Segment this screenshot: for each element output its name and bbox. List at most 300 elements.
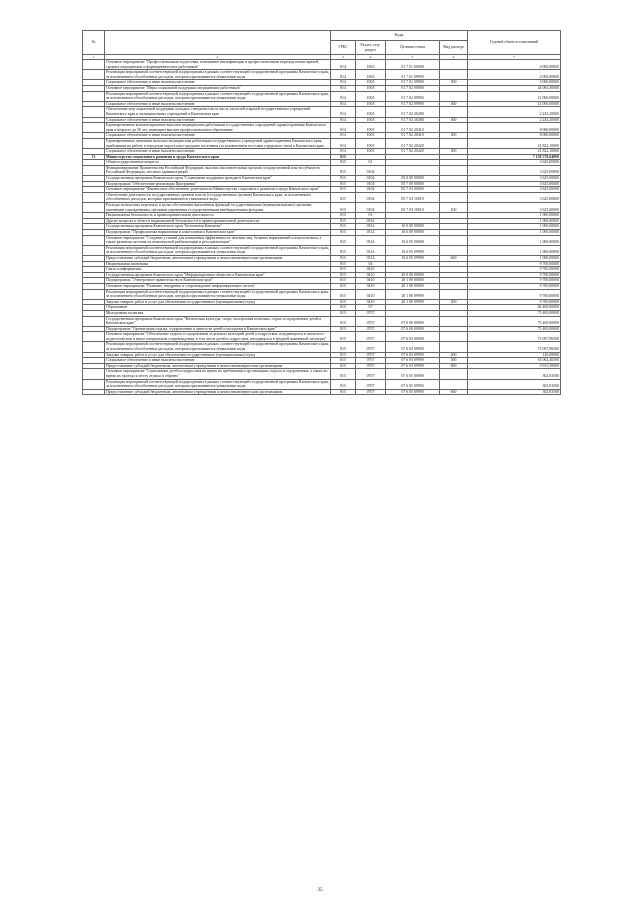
row-razdel-cell: 0104: [356, 203, 386, 213]
row-name-cell: Социальное обеспечение и иные выплаты населению: [105, 358, 331, 364]
row-razdel-cell: 0707: [356, 342, 386, 352]
row-name-cell: Министерство социального развития и труда Камчатского края: [105, 154, 331, 160]
row-razdel-cell: 1003: [356, 60, 386, 70]
row-number-cell: [83, 332, 105, 342]
row-name-cell: Подпрограмма "Организация отдыха, оздоровления и занятости детей и молодежи в Камчатском крае": [105, 326, 331, 332]
page-number: 35: [317, 888, 323, 893]
row-grbs-cell: 814: [331, 60, 356, 70]
table-row: [83, 165, 561, 175]
row-number-cell: [83, 192, 105, 202]
row-vr-cell: [440, 165, 468, 175]
row-grbs-cell: 815: [331, 358, 356, 364]
row-amount-cell: 302,03500: [468, 369, 561, 379]
codes-group-header: Коды: [331, 31, 468, 41]
row-amount-cell: 3 625,00000: [468, 187, 561, 193]
row-cs-cell: 16 0 00 00000: [386, 224, 440, 230]
row-grbs-cell: 815: [331, 352, 356, 358]
row-vr-cell: 300: [440, 117, 468, 123]
row-grbs-cell: 815: [331, 176, 356, 182]
table-row: [83, 107, 561, 117]
row-name-cell: Подпрограмма "Обеспечение реализации Программы": [105, 181, 331, 187]
row-cs-cell: 07 6 03 09990: [386, 363, 440, 369]
row-name-cell: Общегосударственные вопросы: [105, 160, 331, 166]
row-number-cell: [83, 203, 105, 213]
row-cs-cell: 20 1 00 00000: [386, 278, 440, 284]
row-number-cell: [83, 235, 105, 245]
row-name-cell: Основное мероприятие "Финансовое обеспечение деятельности Министерства социального развития и труда Камчатского края": [105, 187, 331, 193]
row-amount-cell: 1 000,00000: [468, 230, 561, 236]
row-grbs-cell: 815: [331, 283, 356, 289]
row-name-cell: Социальное обеспечение и иные выплаты населению: [105, 149, 331, 155]
row-name-cell: Реализация мероприятий соответствующей подпрограммы в рамках соответствующей государственной программы Камчатского края, за исключением обособленных расходов, которым присваиваются уникальные коды: [106, 289, 329, 299]
row-cs-cell: 20 1 06 09990: [386, 299, 440, 305]
row-grbs-cell: 815: [331, 187, 356, 193]
row-amount-cell: 73 400,00000: [468, 316, 561, 326]
row-razdel-cell: 0314: [356, 224, 386, 230]
row-name-cell: Подпрограмма "Профилактика наркомании и алкоголизма в Камчатском крае": [105, 230, 331, 236]
row-cs-cell: 20 1 06 00000: [386, 283, 440, 289]
row-amount-cell: 3 625,00000: [468, 203, 561, 213]
row-vr-cell: [440, 379, 468, 389]
row-cs-cell: 01 7 02 09990: [386, 91, 440, 101]
row-grbs-cell: 815: [331, 299, 356, 305]
row-cs-cell: 01 7 01 00000: [386, 60, 440, 70]
row-amount-cell: 73 097,96500: [468, 342, 561, 352]
row-amount-cell: 8 000,00000: [468, 133, 561, 139]
row-grbs-cell: 815: [331, 235, 356, 245]
row-name-cell: Молодежная политика: [105, 310, 331, 316]
row-grbs-cell: 815: [331, 305, 356, 311]
row-razdel-cell: 0104: [356, 192, 386, 202]
row-grbs-cell: 815: [331, 379, 356, 389]
row-razdel-cell: 0314: [356, 235, 386, 245]
row-grbs-cell: 815: [331, 192, 356, 202]
row-cs-cell: 01 7 02 20280: [386, 117, 440, 123]
row-vr-cell: 200: [440, 352, 468, 358]
table-row: [83, 123, 561, 133]
row-grbs-cell: 815: [331, 165, 356, 175]
row-grbs-cell: 814: [331, 85, 356, 91]
table-row: [83, 369, 561, 379]
table-row: [83, 70, 561, 80]
row-name-cell: Другие вопросы в области национальной безопасности и правоохранительной деятельности: [105, 218, 331, 224]
table-row: [83, 245, 561, 255]
row-number-cell: [83, 245, 105, 255]
row-amount-cell: 9 700,00000: [468, 283, 561, 289]
row-razdel-cell: 1003: [356, 101, 386, 107]
row-cs-cell: 16 6 05 09990: [386, 245, 440, 255]
row-vr-cell: 300: [440, 133, 468, 139]
row-vr-cell: [440, 245, 468, 255]
row-razdel-cell: 1003: [356, 138, 386, 148]
row-number-cell: [83, 91, 105, 101]
table-row: [83, 138, 561, 148]
row-grbs-cell: 815: [331, 342, 356, 352]
row-vr-cell: [440, 91, 468, 101]
row-amount-cell: 9 700,00000: [468, 261, 561, 267]
table-row: [83, 379, 561, 389]
row-cs-cell: 05 7 03 00000: [386, 187, 440, 193]
row-name-cell: Реализация мероприятий соответствующей подпрограммы в рамках соответствующей государственной программы Камчатского края, за исключением обособленных расходов, которым присваиваются уникальные коды: [106, 245, 329, 255]
row-grbs-cell: 815: [331, 332, 356, 342]
row-razdel-cell: 01: [356, 160, 386, 166]
row-razdel-cell: 1003: [356, 80, 386, 86]
row-razdel-cell: 1003: [356, 123, 386, 133]
row-name-cell: Социальное обеспечение и иные выплаты населению: [105, 101, 331, 107]
row-cs-cell: 16 6 05 09990: [386, 255, 440, 261]
row-razdel-cell: 0104: [356, 176, 386, 182]
row-vr-cell: 100: [440, 203, 468, 213]
row-grbs-cell: 814: [331, 117, 356, 123]
row-number-cell: [83, 165, 105, 175]
row-cs-cell: 01 7 01 09990: [386, 80, 440, 86]
row-grbs-cell: 815: [331, 316, 356, 326]
row-amount-cell: 44 065,30000: [468, 85, 561, 91]
row-grbs-cell: 814: [331, 107, 356, 117]
row-cs-cell: 01 7 02 20420: [386, 149, 440, 155]
row-amount-cell: 1 000,00000: [468, 218, 561, 224]
row-grbs-cell: 815: [331, 160, 356, 166]
col-grbs-header: ГРБС: [331, 41, 356, 55]
row-grbs-cell: 815: [331, 369, 356, 379]
budget-table-sheet: [82, 30, 560, 395]
row-amount-cell: 73 097,96500: [468, 332, 561, 342]
row-cs-cell: 07 6 05 09990: [386, 389, 440, 395]
row-razdel-cell: 0707: [356, 326, 386, 332]
row-amount-cell: 2 243,20000: [468, 117, 561, 123]
row-number-cell: 13: [83, 154, 105, 160]
row-vr-cell: [440, 289, 468, 299]
row-vr-cell: [440, 332, 468, 342]
row-razdel-cell: 04: [356, 261, 386, 267]
row-cs-cell: 20 0 00 00000: [386, 272, 440, 278]
row-vr-cell: 300: [440, 358, 468, 364]
row-grbs-cell: 814: [331, 80, 356, 86]
row-razdel-cell: 0104: [356, 165, 386, 175]
row-name-cell: Основное мероприятие "Развитие, внедрение и сопровождение информационных систем": [105, 283, 331, 289]
row-amount-cell: 4 000,00000: [468, 60, 561, 70]
row-cs-cell: 16 6 00 00000: [386, 230, 440, 236]
row-amount-cell: 4 000,00000: [468, 80, 561, 86]
row-razdel-cell: 0707: [356, 363, 386, 369]
row-vr-cell: 600: [440, 389, 468, 395]
row-cs-cell: 07 0 00 00000: [386, 316, 440, 326]
table-row: [83, 235, 561, 245]
row-grbs-cell: 815: [331, 154, 356, 160]
row-cs-cell: 01 7 02 00000: [386, 85, 440, 91]
row-razdel-cell: 0314: [356, 218, 386, 224]
row-vr-cell: [440, 107, 468, 117]
row-vr-cell: 600: [440, 363, 468, 369]
row-razdel-cell: 0314: [356, 230, 386, 236]
row-vr-cell: [440, 369, 468, 379]
row-name-cell: Основное мероприятие "Создание условий для повышения эффективности лечения лиц, больных наркоманией и алкоголизмом, а также развития системы их комплексной реабилитации и ресоциализации": [105, 235, 331, 245]
row-amount-cell: 3 625,00000: [468, 176, 561, 182]
row-grbs-cell: 814: [331, 101, 356, 107]
row-name-cell: Единовременные компенсационные выплаты медицинским работникам государственных учреждений здравоохранения Камчатского края в возрасте до 50 лет, имеющим высшее профессиональное образование: [105, 123, 331, 133]
row-cs-cell: 05 0 00 00000: [386, 176, 440, 182]
row-cs-cell: [386, 165, 440, 175]
row-name-cell: Подпрограмма "Электронное правительство в Камчатском крае": [105, 278, 331, 284]
col-name-header: [105, 31, 331, 55]
row-cs-cell: 07 6 05 09990: [386, 379, 440, 389]
row-cs-cell: 20 1 06 09990: [386, 289, 440, 299]
row-grbs-cell: 815: [331, 267, 356, 273]
col-num-header: №: [83, 31, 105, 55]
row-grbs-cell: 815: [331, 261, 356, 267]
row-vr-cell: 600: [440, 255, 468, 261]
table-row: [83, 316, 561, 326]
row-cs-cell: 01 7 02 20410: [386, 123, 440, 133]
row-grbs-cell: 815: [331, 326, 356, 332]
row-vr-cell: [440, 123, 468, 133]
column-index-cell: 2: [105, 55, 331, 60]
row-amount-cell: 1 000,00000: [468, 235, 561, 245]
row-razdel-cell: 0707: [356, 332, 386, 342]
row-vr-cell: [440, 342, 468, 352]
column-index-cell: 7: [468, 55, 561, 60]
table-row: [83, 332, 561, 342]
row-grbs-cell: 815: [331, 245, 356, 255]
budget-table-body: [83, 60, 561, 395]
row-name-cell: Социальное обеспечение и иные выплаты населению: [105, 133, 331, 139]
row-cs-cell: 01 7 02 20280: [386, 107, 440, 117]
col-amount-header: Годовой объем ассигнований: [468, 31, 561, 55]
row-razdel-cell: 0410: [356, 299, 386, 305]
col-razdel-header: Раздел, под-раздел: [356, 41, 386, 55]
row-vr-cell: [440, 70, 468, 80]
row-grbs-cell: 815: [331, 255, 356, 261]
row-cs-cell: 01 7 02 20410: [386, 133, 440, 139]
col-cs-header: Целевая статья: [386, 41, 440, 55]
row-razdel-cell: 07: [356, 305, 386, 311]
row-number-cell: [83, 60, 105, 70]
row-grbs-cell: 814: [331, 91, 356, 101]
row-name-cell: Предоставление субсидий бюджетным, автономным учреждениям и иным некоммерческим организациям: [105, 363, 331, 369]
row-cs-cell: 07 6 03 09990: [386, 342, 440, 352]
row-amount-cell: 12 000,00000: [468, 101, 561, 107]
row-razdel-cell: 0314: [356, 245, 386, 255]
row-grbs-cell: 815: [331, 218, 356, 224]
table-row: [83, 342, 561, 352]
row-name-cell: Основное мероприятие "Обеспечение отдыха и оздоровления отдельных категорий детей и подростков, нуждающихся в психолого-педагогическом и ином специальном сопровождении, в том числе детей и подростков, находящихся в трудной жизненной ситуации": [105, 332, 331, 342]
row-vr-cell: 200: [440, 299, 468, 305]
row-cs-cell: 01 7 01 09990: [386, 70, 440, 80]
row-amount-cell: 9 700,00000: [468, 272, 561, 278]
row-razdel-cell: 0314: [356, 255, 386, 261]
row-cs-cell: 07 6 03 00000: [386, 332, 440, 342]
row-amount-cell: 3 625,00000: [468, 192, 561, 202]
row-grbs-cell: 815: [331, 224, 356, 230]
row-razdel-cell: 0410: [356, 289, 386, 299]
row-name-cell: Предоставление субсидий бюджетным, автономным учреждениям и иным некоммерческим организациям: [105, 389, 331, 395]
table-row: [83, 389, 561, 395]
row-grbs-cell: 815: [331, 203, 356, 213]
row-amount-cell: 9 700,00000: [468, 289, 561, 299]
row-amount-cell: 302,03500: [468, 379, 561, 389]
row-name-cell: Государственная программа Камчатского края "Физическая культура, спорт, молодежная политика, отдых и оздоровление детей в Камчатском крае": [105, 316, 331, 326]
table-row: [83, 203, 561, 213]
row-number-cell: [83, 379, 105, 389]
row-grbs-cell: 814: [331, 123, 356, 133]
row-name-cell: Основное мероприятие "Профессиональная подготовка, повышение квалификации и профессиональная переподготовка врачей, средних медицинских и фармацевтических работников": [105, 60, 331, 70]
row-number-cell: [83, 138, 105, 148]
row-name-cell: Закупка товаров, работ и услуг для обеспечения государственных (муниципальных) нужд: [105, 352, 331, 358]
col-vr-header: Вид расхода: [440, 41, 468, 55]
column-index-cell: 1: [83, 55, 105, 60]
row-name-cell: Основное мероприятие "Меры социальной поддержки медицинских работников": [105, 85, 331, 91]
row-grbs-cell: 815: [331, 278, 356, 284]
row-name-cell: Национальная экономика: [105, 261, 331, 267]
row-name-cell: Связь и информатика: [105, 267, 331, 273]
row-name-cell: Социальное обеспечение и иные выплаты населению: [105, 117, 331, 123]
row-amount-cell: 9 700,00000: [468, 278, 561, 284]
row-razdel-cell: 1003: [356, 107, 386, 117]
row-razdel-cell: 0707: [356, 379, 386, 389]
row-razdel-cell: 1003: [356, 133, 386, 139]
row-name-cell: Обеспечение мер социальной поддержки молодых специалистов из числа учителей и врачей государственных учреждений Камчатского края и муниципальных учреждений в Камчатском крае: [105, 107, 331, 117]
row-amount-cell: 84 400,00000: [468, 305, 561, 311]
row-grbs-cell: 815: [331, 363, 356, 369]
row-grbs-cell: 815: [331, 389, 356, 395]
row-cs-cell: 07 6 05 00000: [386, 369, 440, 379]
row-vr-cell: [440, 235, 468, 245]
row-name-cell: Реализация мероприятий соответствующей подпрограммы в рамках соответствующей государственной программы Камчатского края, за исключением обособленных расходов, которым присваиваются уникальные коды: [106, 379, 329, 389]
row-grbs-cell: 815: [331, 310, 356, 316]
row-amount-cell: 12 000,00000: [468, 91, 561, 101]
row-amount-cell: 21 822,10000: [468, 138, 561, 148]
row-name-cell: Единовременные денежные выплаты медицинским работникам государственных учреждений здравоохранения Камчатского края, прибывшим на работу в городские округа или городские поселения (за исключением поселков городского типа) в Камчатском крае: [105, 138, 331, 148]
row-vr-cell: [440, 192, 468, 202]
table-row: [83, 192, 561, 202]
row-name-cell: Образование: [105, 305, 331, 311]
row-name-cell: Предоставление субсидий бюджетным, автономным учреждениям и иным некоммерческим организациям: [105, 255, 331, 261]
row-razdel-cell: 0707: [356, 352, 386, 358]
row-grbs-cell: 815: [331, 272, 356, 278]
row-amount-cell: 9 915,50000: [468, 363, 561, 369]
row-name-cell: Реализация мероприятий соответствующей подпрограммы в рамках соответствующей государственной программы Камчатского края, за исключением обособленных расходов, которым присваиваются уникальные коды: [106, 342, 329, 352]
row-amount-cell: 21 822,10000: [468, 149, 561, 155]
row-amount-cell: 73 400,00000: [468, 326, 561, 332]
row-razdel-cell: 1003: [356, 91, 386, 101]
row-name-cell: Реализация мероприятий соответствующей подпрограммы в рамках соответствующей государственной программы Камчатского края, за исключением обособленных расходов, которым присваиваются уникальные коды: [106, 91, 329, 101]
row-vr-cell: 300: [440, 149, 468, 155]
row-amount-cell: 1 000,00000: [468, 245, 561, 255]
row-razdel-cell: 1003: [356, 70, 386, 80]
row-grbs-cell: 814: [331, 133, 356, 139]
row-name-cell: Основное мероприятие "Страхование детей и подростков во время их пребывания в организациях отдыха и оздоровления, а также во время их проезда к месту отдыха и обратно": [105, 369, 331, 379]
row-number-cell: [83, 107, 105, 117]
row-razdel-cell: 0707: [356, 316, 386, 326]
row-grbs-cell: 814: [331, 138, 356, 148]
row-number-cell: [83, 389, 105, 395]
row-name-cell: Обеспечение деятельности государственных органов власти (государственных органов) Камчатского края, за исключением обособленных расходов, которым присваиваются уникальные коды: [105, 192, 331, 202]
row-cs-cell: 07 6 03 09990: [386, 358, 440, 364]
row-razdel-cell: 0410: [356, 278, 386, 284]
row-razdel-cell: 1003: [356, 149, 386, 155]
row-amount-cell: 9 700,00000: [468, 299, 561, 305]
column-index-cell: 5: [386, 55, 440, 60]
row-name-cell: Расходы на выплаты персоналу в целях обеспечения выполнения функций государственными (муниципальными) органами, казенными учреждениями, органами управления государственными внебюджетными фондами: [105, 203, 331, 213]
row-name-cell: Национальная безопасность и правоохранительная деятельность: [105, 213, 331, 219]
row-razdel-cell: 0707: [356, 389, 386, 395]
row-razdel-cell: 0707: [356, 369, 386, 379]
table-row: [83, 60, 561, 70]
row-amount-cell: 7 158 578,04000: [468, 154, 561, 160]
row-razdel-cell: 0707: [356, 310, 386, 316]
row-razdel-cell: 1003: [356, 117, 386, 123]
row-name-cell: Функционирование Правительства Российской Федерации, высших исполнительных органов государственной власти субъектов Российской Федерации, местных администраций: [105, 165, 331, 175]
row-razdel-cell: 0707: [356, 358, 386, 364]
row-vr-cell: [440, 60, 468, 70]
row-amount-cell: 3 625,00000: [468, 165, 561, 175]
row-cs-cell: 05 7 03 10010: [386, 203, 440, 213]
row-amount-cell: 4 000,00000: [468, 70, 561, 80]
row-amount-cell: 1 000,00000: [468, 213, 561, 219]
row-amount-cell: 1 000,00000: [468, 224, 561, 230]
row-razdel-cell: 0104: [356, 181, 386, 187]
row-grbs-cell: 815: [331, 230, 356, 236]
row-cs-cell: 05 7 03 10010: [386, 192, 440, 202]
row-razdel-cell: 1003: [356, 85, 386, 91]
row-amount-cell: 8 000,00000: [468, 123, 561, 133]
row-cs-cell: 05 7 00 00000: [386, 181, 440, 187]
row-amount-cell: 120,00000: [468, 352, 561, 358]
row-razdel-cell: 0410: [356, 267, 386, 273]
row-name-cell: Реализация мероприятий соответствующей подпрограммы в рамках соответствующей государственной программы Камчатского края, за исключением обособленных расходов, которым присваиваются уникальные коды: [106, 70, 329, 79]
row-amount-cell: 63 062,46500: [468, 358, 561, 364]
row-vr-cell: 300: [440, 80, 468, 86]
row-cs-cell: 01 7 02 09990: [386, 101, 440, 107]
row-number-cell: [83, 369, 105, 379]
row-name-cell: Закупка товаров, работ и услуг для обеспечения государственных (муниципальных) нужд: [105, 299, 331, 305]
row-name-cell: Социальное обеспечение и иные выплаты населению: [105, 80, 331, 86]
row-razdel-cell: 03: [356, 213, 386, 219]
row-amount-cell: 9 700,00000: [468, 267, 561, 273]
row-grbs-cell: 815: [331, 289, 356, 299]
row-number-cell: [83, 316, 105, 326]
column-index-cell: 3: [331, 55, 356, 60]
row-number-cell: [83, 70, 105, 80]
row-name-cell: Государственная программа Камчатского края "Безопасная Камчатка": [105, 224, 331, 230]
row-grbs-cell: 815: [331, 181, 356, 187]
row-grbs-cell: 814: [331, 70, 356, 80]
row-razdel-cell: 0104: [356, 187, 386, 193]
row-amount-cell: 73 400,00000: [468, 310, 561, 316]
row-number-cell: [83, 342, 105, 352]
row-cs-cell: 16 6 05 00000: [386, 235, 440, 245]
column-index-cell: 6: [440, 55, 468, 60]
row-cs-cell: 01 7 02 20420: [386, 138, 440, 148]
row-razdel-cell: 0410: [356, 272, 386, 278]
row-vr-cell: [440, 316, 468, 326]
row-amount-cell: 2 243,20000: [468, 107, 561, 117]
row-name-cell: Государственная программа Камчатского края "Социальная поддержка граждан в Камчатском крае": [105, 176, 331, 182]
column-index-cell: 4: [356, 55, 386, 60]
row-number-cell: [83, 289, 105, 299]
budget-table: [82, 30, 561, 395]
table-row: [83, 91, 561, 101]
row-vr-cell: [440, 138, 468, 148]
row-amount-cell: 3 625,00000: [468, 160, 561, 166]
row-amount-cell: 3 625,00000: [468, 181, 561, 187]
row-number-cell: [83, 123, 105, 133]
row-grbs-cell: 814: [331, 149, 356, 155]
row-cs-cell: 07 6 00 00000: [386, 326, 440, 332]
table-row: [83, 289, 561, 299]
row-razdel-cell: 0410: [356, 283, 386, 289]
row-name-cell: Государственная программа Камчатского края "Информационное общество в Камчатском крае": [105, 272, 331, 278]
